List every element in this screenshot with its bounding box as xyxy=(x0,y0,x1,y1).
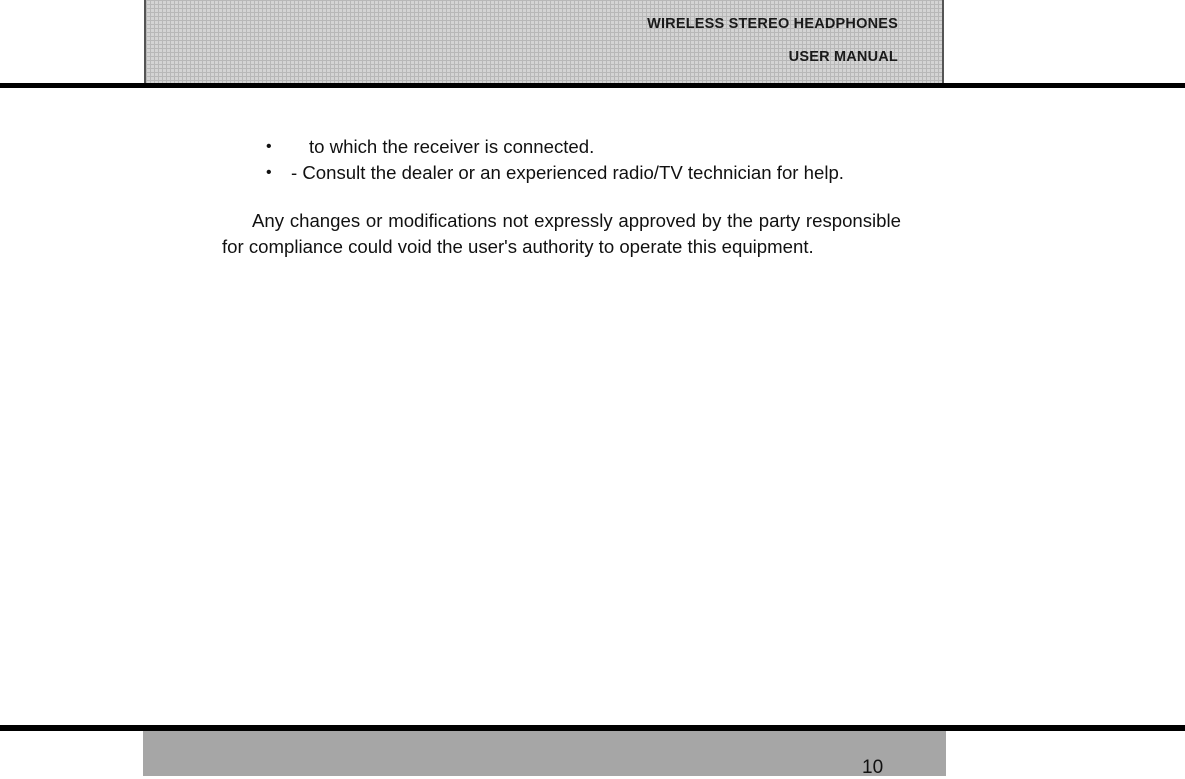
page-number: 10 xyxy=(862,757,884,778)
footer-band xyxy=(143,731,946,776)
document-subtitle: USER MANUAL xyxy=(788,49,898,65)
bullet-text: - Consult the dealer or an experienced radio/TV technician for help. xyxy=(291,162,844,183)
bullet-item xyxy=(222,134,901,160)
fcc-paragraph: Any changes or modifications not expressly approved by the party responsible for compliance could void the user's authority to operate this equipment. xyxy=(222,210,901,257)
page-body xyxy=(222,134,901,279)
bullet-icon: • xyxy=(266,138,272,155)
header-divider xyxy=(0,83,1185,88)
header-banner xyxy=(144,0,944,83)
bullet-item xyxy=(222,160,901,186)
bullet-text: to which the receiver is connected. xyxy=(309,136,595,157)
document-title: WIRELESS STEREO HEADPHONES xyxy=(647,16,898,32)
bullet-icon: • xyxy=(266,164,272,181)
